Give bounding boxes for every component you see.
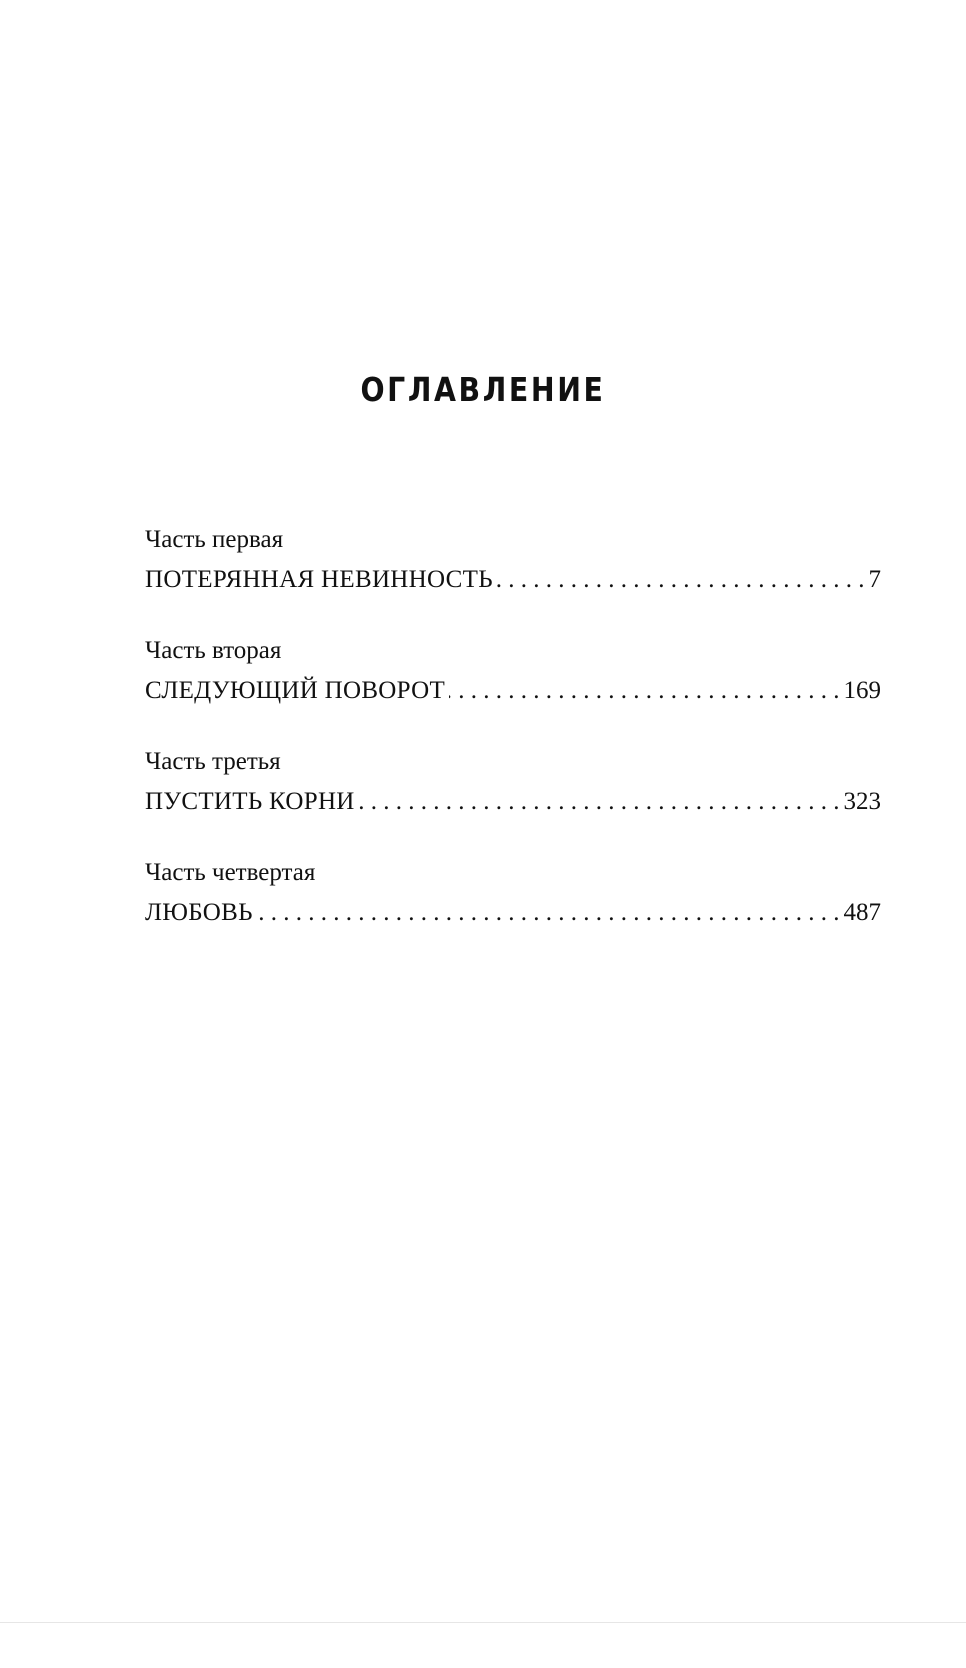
- page-title: ОГЛАВЛЕНИЕ: [360, 370, 606, 409]
- dot-leader: [257, 893, 840, 933]
- part-label: Часть третья: [145, 748, 281, 775]
- page-number: 7: [868, 566, 881, 593]
- dot-leader: [497, 560, 865, 600]
- part-label: Часть четвертая: [145, 859, 316, 886]
- toc-entry-2: [145, 631, 881, 711]
- toc-line: [145, 671, 881, 711]
- toc-entry-1: [145, 520, 881, 600]
- toc-line: [145, 560, 881, 600]
- page-number: 323: [843, 788, 881, 815]
- dot-leader: [449, 671, 839, 711]
- page-number: 169: [843, 677, 881, 704]
- page-number: 487: [843, 899, 881, 926]
- toc-line: [145, 782, 881, 822]
- dot-leader: [359, 782, 840, 822]
- chapter-title: ПУСТИТЬ КОРНИ: [145, 788, 355, 815]
- chapter-title: ЛЮБОВЬ: [145, 899, 253, 926]
- toc-entry-4: [145, 853, 881, 933]
- chapter-title: СЛЕДУЮЩИЙ ПОВОРОТ: [145, 677, 446, 704]
- part-label: Часть первая: [145, 526, 284, 553]
- chapter-title: ПОТЕРЯННАЯ НЕВИННОСТЬ: [145, 566, 493, 593]
- page-edge-divider: [0, 1622, 966, 1623]
- toc-entry-3: [145, 742, 881, 822]
- part-label: Часть вторая: [145, 637, 282, 664]
- table-of-contents: [145, 520, 881, 964]
- toc-line: [145, 893, 881, 933]
